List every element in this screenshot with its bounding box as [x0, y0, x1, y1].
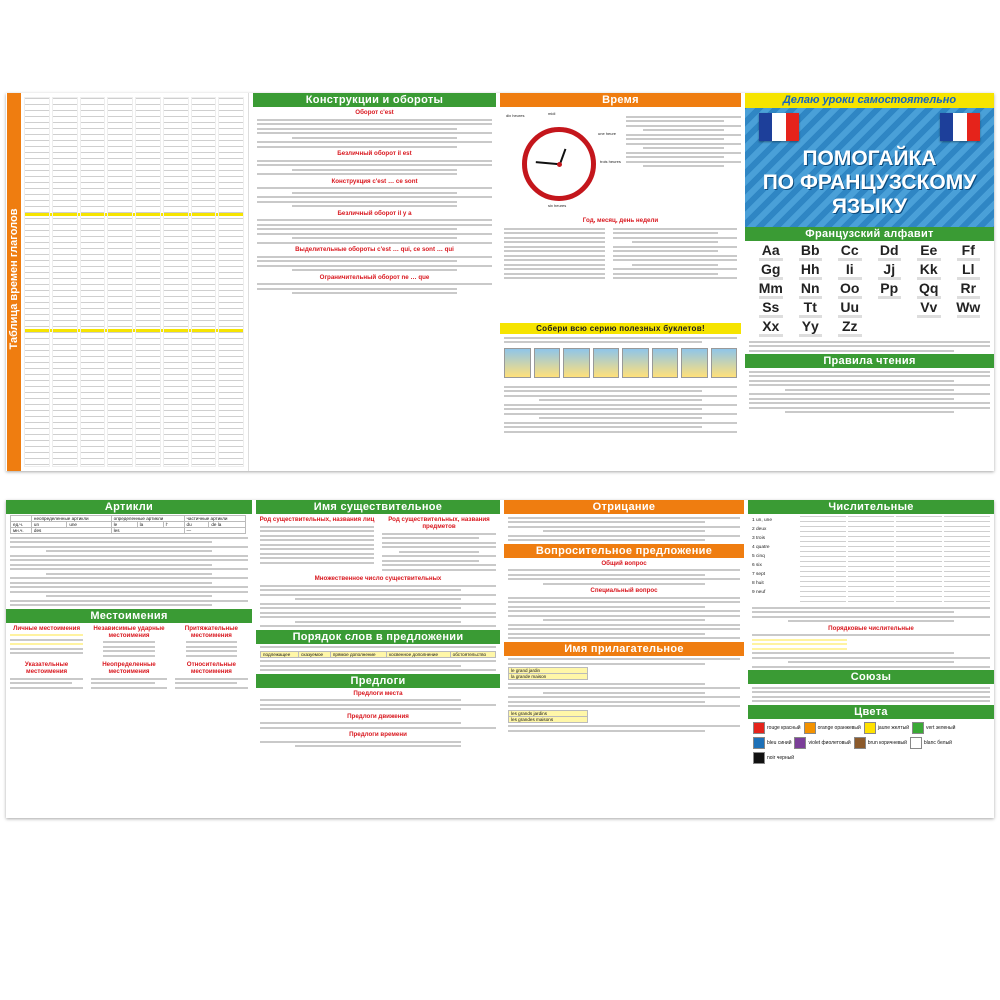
letter: Qq — [909, 280, 949, 299]
conjugation-title: Таблица времен глаголов — [8, 208, 20, 350]
color-swatch-item — [753, 737, 791, 749]
french-flag-icon — [759, 113, 799, 141]
color-swatch — [753, 737, 765, 749]
letter: Pp — [870, 280, 910, 299]
letter: Gg — [751, 261, 791, 280]
letter: Ee — [909, 242, 949, 261]
letter: Ll — [949, 261, 989, 280]
letter: Kk — [909, 261, 949, 280]
color-swatch — [753, 722, 765, 734]
conjugation-title-bar — [7, 93, 21, 471]
adjective-plural-examples: les grands jardins les grandes maisons — [508, 710, 588, 723]
color-label: orange оранжевый — [817, 724, 861, 731]
color-swatch-item — [910, 737, 952, 749]
cover-tagline: Делаю уроки самостоятельно — [745, 93, 994, 108]
booklet-thumbnails — [500, 346, 741, 380]
time-panel — [500, 93, 741, 471]
color-swatch — [910, 737, 922, 749]
letter: Oo — [830, 280, 870, 299]
clock-label: trois heures — [600, 159, 621, 164]
top-sheet — [6, 93, 994, 471]
clock-icon — [522, 127, 596, 201]
color-label: rouge красный — [767, 724, 801, 731]
color-label: noir черный — [767, 754, 795, 761]
french-flag-icon — [940, 113, 980, 141]
clock-label: midi — [548, 111, 556, 116]
numerals-header: Числительные — [748, 500, 994, 514]
adjective-examples: le grand jardin la grande maison — [508, 667, 588, 680]
letter: Ww — [949, 299, 989, 318]
letter: Mm — [751, 280, 791, 299]
letter: Zz — [830, 318, 870, 337]
numerals-table: 1 un, une 2 deux 3 trois 4 quatre 5 cinq 6 six 7 sept 8 huit 9 neuf — [748, 514, 994, 604]
section-subtitle: Оборот c'est — [355, 109, 394, 116]
prepositions-header: Предлоги — [256, 674, 500, 688]
letter: Xx — [751, 318, 791, 337]
articles-table: неопределенные артикли определенные артикли частичные артикли ед.ч. un une le la l' du de la мн.ч. des les — — [10, 515, 246, 534]
constructions-panel — [253, 93, 496, 471]
color-label: jaune желтый — [877, 724, 909, 731]
clock-label: six heures — [548, 203, 567, 208]
section-subtitle: Ограничительный оборот ne … que — [319, 273, 430, 281]
color-swatch — [753, 752, 765, 764]
cover-title: ПОМОГАЙКА ПО ФРАНЦУЗСКОМУ ЯЗЫКУ — [762, 147, 977, 218]
word-order-header: Порядок слов в предложении — [256, 630, 500, 644]
section-subtitle: Безличный оборот il y a — [337, 209, 412, 217]
color-swatch — [864, 722, 876, 734]
color-swatch-item — [753, 722, 801, 734]
color-swatch — [912, 722, 924, 734]
letter: Jj — [870, 261, 910, 280]
color-label: bleu синий — [767, 739, 792, 746]
color-swatch-item — [804, 722, 861, 734]
reading-rules-header: Правила чтения — [745, 354, 994, 368]
letter: Uu — [830, 299, 870, 318]
color-swatch-item — [864, 722, 909, 734]
constructions-header: Конструкции и обороты — [253, 93, 496, 107]
time-header: Время — [500, 93, 741, 107]
letter: Bb — [791, 242, 831, 261]
year-month-day-subtitle: Год, месяц, день недели — [582, 217, 659, 224]
numerals-panel — [748, 500, 994, 818]
question-header: Вопросительное предложение — [504, 544, 744, 558]
letter: Tt — [791, 299, 831, 318]
letter: Rr — [949, 280, 989, 299]
letter: Ss — [751, 299, 791, 318]
alphabet-grid — [745, 241, 994, 338]
section-subtitle: Безличный оборот il est — [337, 150, 412, 157]
cover-panel — [745, 93, 994, 471]
section-subtitle: Конструкция c'est … ce sont — [331, 177, 418, 185]
articles-panel: Артикли неопределенные артикли определенные артикли частичные артикли ед.ч. un une le la l' du de la мн.ч. des les — Местоимения Личные местоимения Независимые ударные местоимения Притяжательные местоимения Указательные местоимения Неопределенные местоимения Относительные местоимения — [6, 500, 252, 818]
clock-label: une heure — [598, 131, 617, 136]
clock-label: dix heures — [506, 113, 525, 118]
color-swatch — [794, 737, 806, 749]
letter: Nn — [791, 280, 831, 299]
bottom-sheet — [6, 500, 994, 818]
color-label: blanc белый — [923, 739, 952, 746]
cover-hero — [745, 93, 994, 227]
series-banner: Собери всю серию полезных буклетов! — [500, 323, 741, 334]
letter: Ii — [830, 261, 870, 280]
color-swatch — [854, 737, 866, 749]
conjugation-table-panel — [6, 93, 249, 471]
noun-panel: Имя существительное Род существительных, названия лиц Род существительных, названия предметов Множественное число существительных Порядок слов в предложении подлежащее сказуемое прямое дополнение косвенное дополнение обстоятельство Предлоги Предлоги места Предлоги движения Предлоги времени — [256, 500, 500, 818]
articles-header: Артикли — [6, 500, 252, 514]
letter: Yy — [791, 318, 831, 337]
section-subtitle: Выделительные обороты c'est … qui, ce sont … qui — [295, 246, 454, 253]
pronouns-header: Местоимения — [6, 609, 252, 623]
negation-panel: Отрицание Вопросительное предложение Общий вопрос Специальный вопрос Имя прилагательное le grand jardin la grande maison les grands jardins les grandes maisons — [504, 500, 744, 818]
color-swatch-item — [912, 722, 955, 734]
adjective-header: Имя прилагательное — [504, 642, 744, 656]
colors-list — [748, 719, 994, 767]
letter: Aa — [751, 242, 791, 261]
color-label: brun коричневый — [867, 739, 907, 746]
color-swatch — [804, 722, 816, 734]
color-swatch-item — [794, 737, 850, 749]
ordinal-subtitle: Порядковые числительные — [828, 624, 914, 632]
letter: Dd — [870, 242, 910, 261]
negation-header: Отрицание — [504, 500, 744, 514]
word-order-table: подлежащее сказуемое прямое дополнение косвенное дополнение обстоятельство — [260, 651, 496, 658]
colors-header: Цвета — [748, 705, 994, 719]
letter: Vv — [909, 299, 949, 318]
color-swatch-item — [854, 737, 907, 749]
letter: Ff — [949, 242, 989, 261]
noun-header: Имя существительное — [256, 500, 500, 514]
color-label: vert зеленый — [926, 724, 956, 731]
letter: Hh — [791, 261, 831, 280]
conjunctions-header: Союзы — [748, 670, 994, 684]
alphabet-header: Французский алфавит — [745, 227, 994, 241]
letter: Cc — [830, 242, 870, 261]
conjugation-grid — [24, 97, 244, 467]
color-label: violet фиолетовый — [808, 739, 851, 746]
color-swatch-item — [753, 752, 794, 764]
